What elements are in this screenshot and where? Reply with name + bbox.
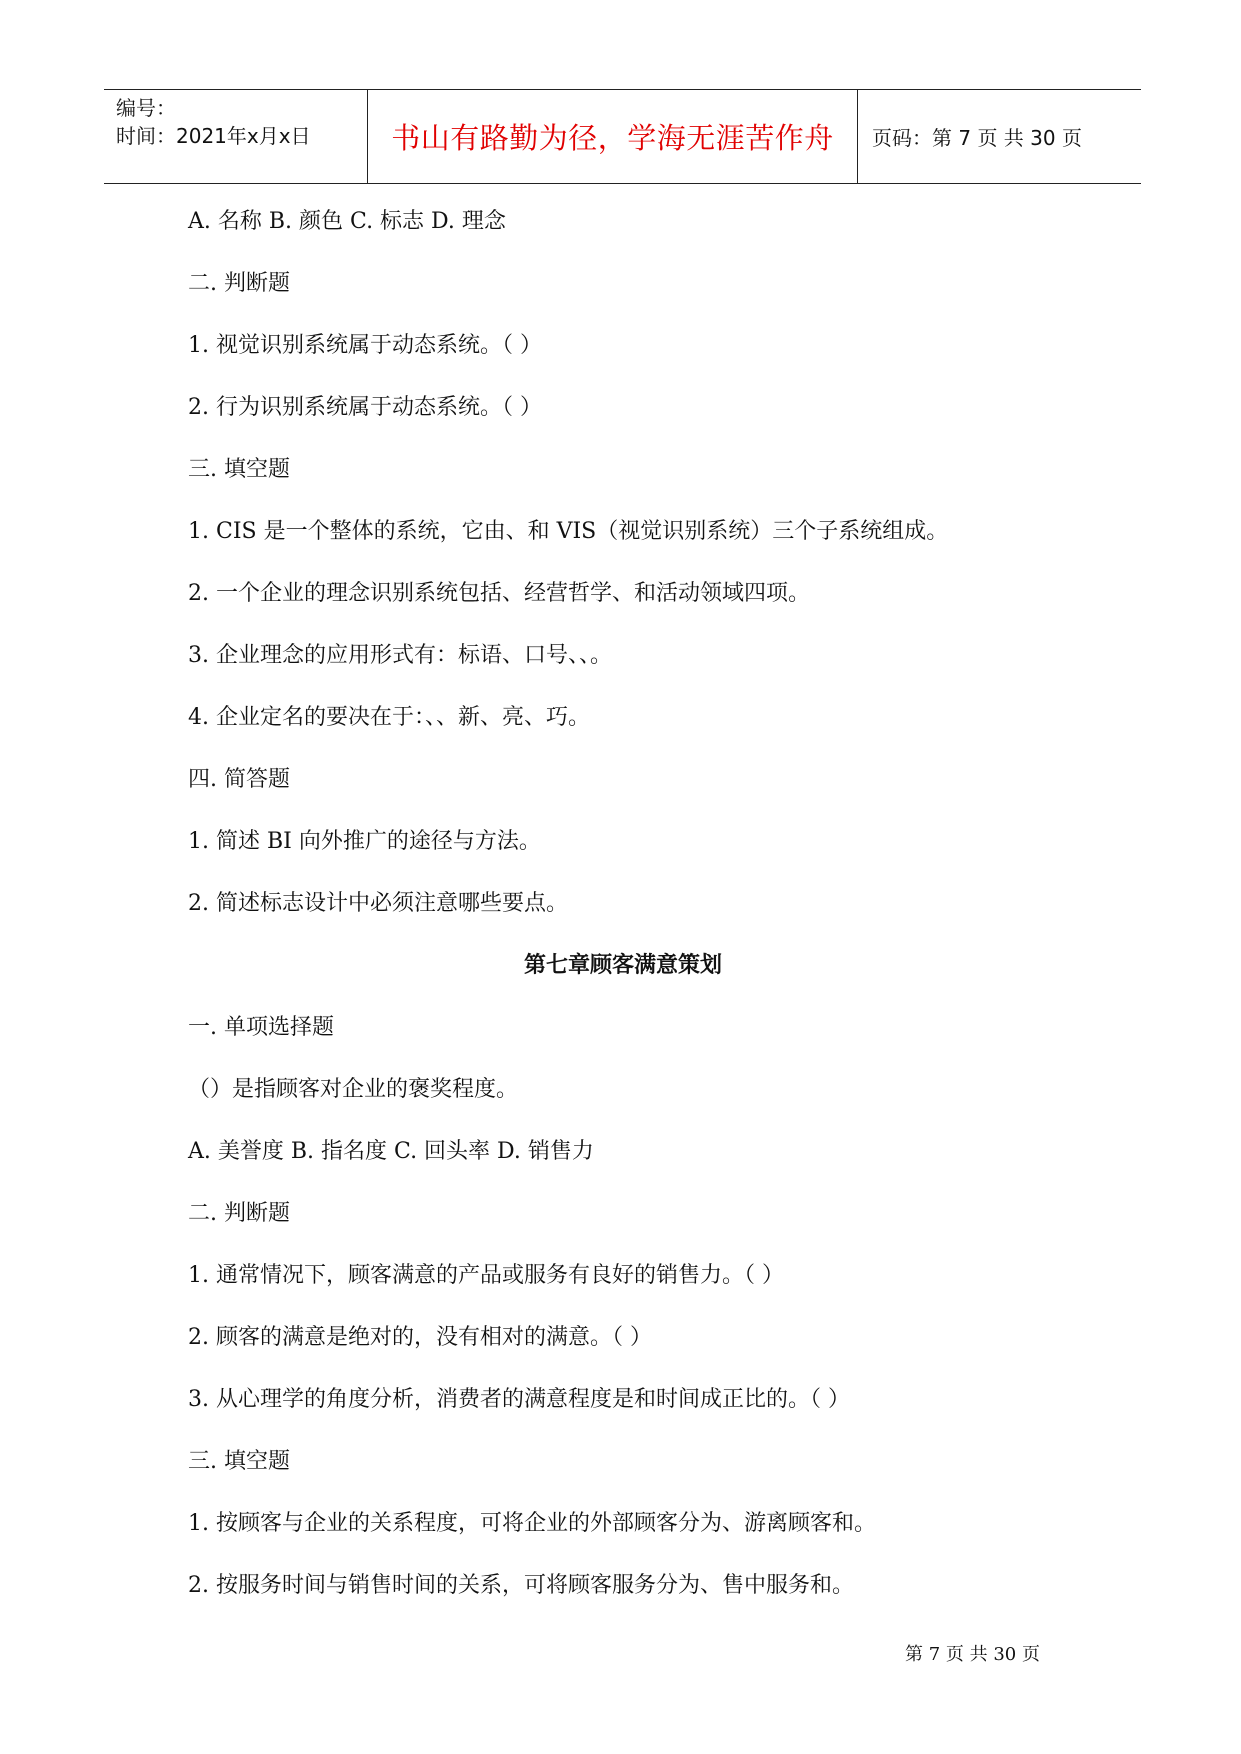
question-item: 1. 简述 BI 向外推广的途径与方法。 [188, 829, 541, 854]
question-item: 4. 企业定名的要决在于：、、新、亮、巧。 [188, 705, 590, 730]
question-item: 1. CIS 是一个整体的系统，它由、和 VIS（视觉识别系统）三个子系统组成。 [188, 519, 949, 544]
question-item: 3. 企业理念的应用形式有：标语、口号、、。 [188, 643, 612, 668]
document-number-label: 编号： [116, 96, 176, 120]
question-item: 1. 按顾客与企业的关系程度，可将企业的外部顾客分为、游离顾客和。 [188, 1511, 876, 1536]
question-item: 3. 从心理学的角度分析，消费者的满意程度是和时间成正比的。（ ） [188, 1387, 850, 1412]
page-header [104, 89, 1141, 184]
question-item: 2. 一个企业的理念识别系统包括、经营哲学、和活动领域四项。 [188, 581, 810, 606]
header-motto: 书山有路勤为径，学海无涯苦作舟 [368, 90, 858, 183]
document-date: 时间：2021年x月x日 [116, 124, 311, 148]
header-page-info: 页码：第 7 页 共 30 页 [872, 126, 1082, 150]
section-heading: 一. 单项选择题 [188, 1015, 334, 1040]
text-line: A. 名称 B. 颜色 C. 标志 D. 理念 [188, 209, 506, 234]
page-body [188, 206, 1088, 1632]
question-item: （）是指顾客对企业的褒奖程度。 [188, 1077, 519, 1102]
section-heading: 四. 简答题 [188, 767, 290, 792]
chapter-title: 第七章顾客满意策划 [523, 953, 722, 978]
section-heading: 三. 填空题 [188, 1449, 290, 1474]
answer-options: A. 美誉度 B. 指名度 C. 回头率 D. 销售力 [188, 1139, 594, 1164]
question-item: 2. 按服务时间与销售时间的关系，可将顾客服务分为、售中服务和。 [188, 1573, 854, 1598]
section-heading: 三. 填空题 [188, 457, 290, 482]
section-heading: 二. 判断题 [188, 271, 290, 296]
section-heading: 二. 判断题 [188, 1201, 290, 1226]
question-item: 1. 通常情况下，顾客满意的产品或服务有良好的销售力。（ ） [188, 1263, 784, 1288]
question-item: 2. 简述标志设计中必须注意哪些要点。 [188, 891, 568, 916]
question-item: 1. 视觉识别系统属于动态系统。（ ） [188, 333, 542, 358]
question-item: 2. 顾客的满意是绝对的，没有相对的满意。（ ） [188, 1325, 652, 1350]
page-footer: 第 7 页 共 30 页 [905, 1644, 1040, 1665]
header-meta [104, 90, 368, 183]
question-item: 2. 行为识别系统属于动态系统。（ ） [188, 395, 542, 420]
